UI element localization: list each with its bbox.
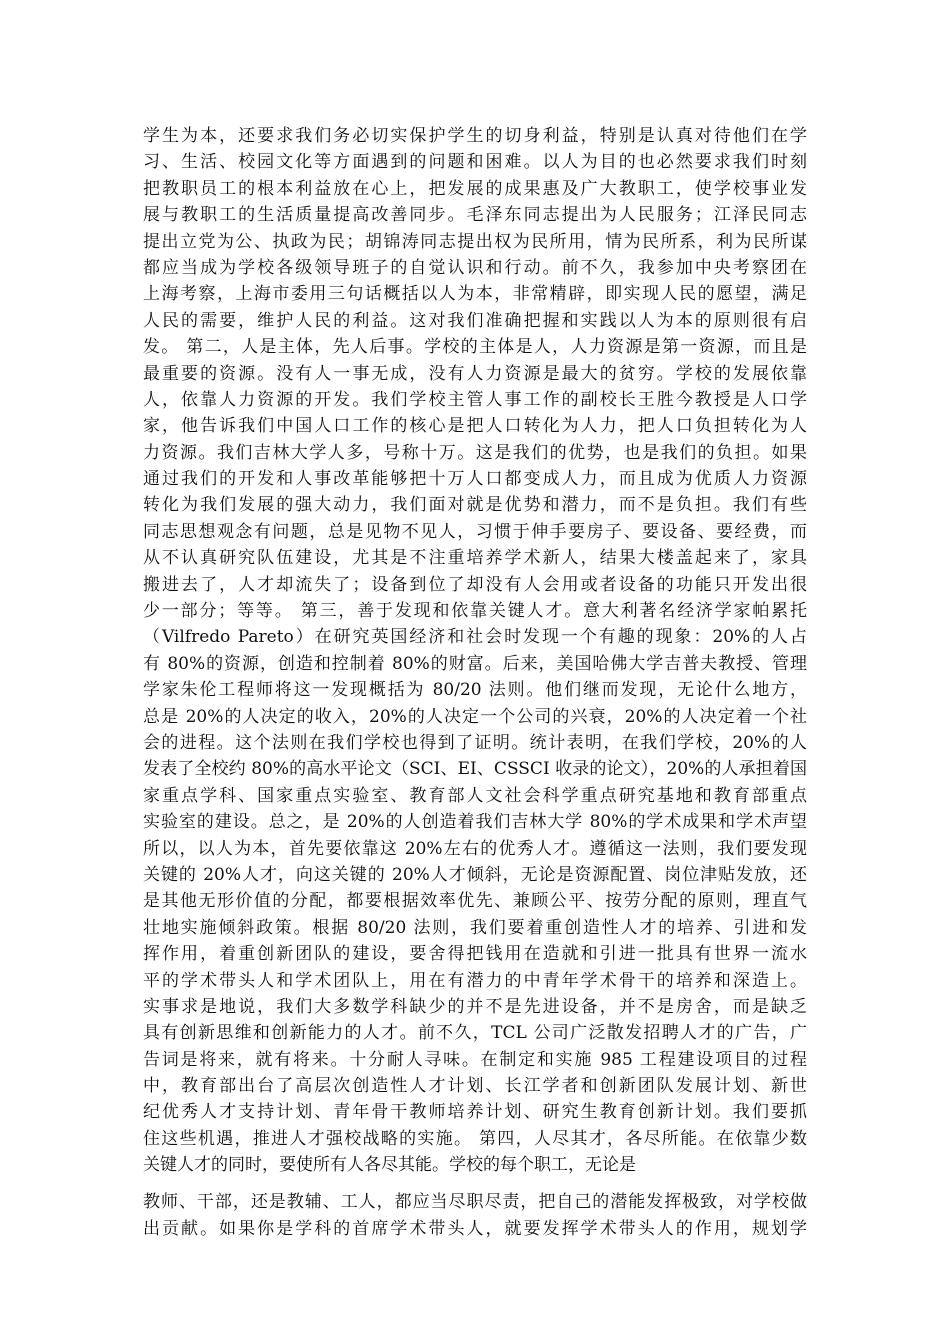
text-line: 人，依靠人力资源的开发。我们学校主管人事工作的副校长王胜今教授是人口学	[143, 389, 807, 410]
text-line: 实事求是地说，我们大多数学科缺少的并不是先进设备，并不是房舍，而是缺乏	[143, 996, 807, 1017]
text-line: 通过我们的开发和人事改革能够把十万人口都变成人力，而且成为优质人力资源	[143, 469, 807, 490]
text-line: 发表了全校约 80%的高水平论文（SCI、EI、CSSCI 收录的论文），20%的人承担着国	[143, 759, 807, 780]
text-line: 关键的 20%人才，向这关键的 20%人才倾斜，无论是资源配置、岗位津贴发放，还	[143, 864, 807, 885]
text-line: 从不认真研究队伍建设，尤其是不注重培养学术新人，结果大楼盖起来了，家具	[143, 548, 807, 569]
text-line: 教师、干部，还是教辅、工人，都应当尽职尽责，把自己的潜能发挥极致，对学校做	[143, 1192, 807, 1212]
text-line: 告词是将来，就有将来。十分耐人寻味。在制定和实施 985 工程建设项目的过程	[143, 1049, 807, 1070]
text-line: 是其他无形价值的分配，都要根据效率优先、兼顾公平、按劳分配的原则，理直气	[143, 891, 807, 912]
text-line: （Vilfredo Pareto）在研究英国经济和社会时发现一个有趣的现象：20%的人占	[143, 627, 807, 648]
text-line: 总是 20%的人决定的收入，20%的人决定一个公司的兴衰，20%的人决定着一个社	[143, 706, 807, 727]
text-line: 住这些机遇，推进人才强校战略的实施。 第四，人尽其才，各尽所能。在依靠少数	[143, 1128, 807, 1149]
text-line: 发。 第二，人是主体，先人后事。学校的主体是人，人力资源是第一资源，而且是	[143, 337, 807, 358]
text-line: 提出立党为公、执政为民；胡锦涛同志提出权为民所用，情为民所系，利为民所谋	[143, 231, 807, 252]
text-line: 学家朱伦工程师将这一发现概括为 80/20 法则。他们继而发现，无论什么地方，	[143, 680, 807, 701]
text-line: 具有创新思维和创新能力的人才。前不久，TCL 公司广泛散发招聘人才的广告，广	[143, 1023, 807, 1044]
text-line: 力资源。我们吉林大学人多，号称十万。这是我们的优势，也是我们的负担。如果	[143, 442, 807, 463]
text-line: 都应当成为学校各级领导班子的自觉认识和行动。前不久，我参加中央考察团在	[143, 257, 807, 278]
text-line: 上海考察，上海市委用三句话概括以人为本，非常精辟，即实现人民的愿望，满足	[143, 284, 807, 305]
text-line: 最重要的资源。没有人一事无成，没有人力资源是最大的贫穷。学校的发展依靠	[143, 363, 807, 384]
text-line: 把教职员工的根本利益放在心上，把发展的成果惠及广大教职工，使学校事业发	[143, 178, 807, 199]
text-line: 会的进程。这个法则在我们学校也得到了证明。统计表明，在我们学校，20%的人	[143, 732, 807, 753]
text-line: 少一部分；等等。 第三，善于发现和依靠关键人才。意大利著名经济学家帕累托	[143, 601, 807, 622]
text-line: 同志思想观念有问题，总是见物不见人，习惯于伸手要房子、要设备、要经费，而	[143, 521, 807, 542]
text-line: 壮地实施倾斜政策。根据 80/20 法则，我们要着重创造性人才的培养、引进和发	[143, 917, 807, 938]
text-line: 关键人才的同时，要使所有人各尽其能。学校的每个职工，无论是	[143, 1155, 636, 1176]
text-line: 挥作用，着重创新团队的建设，要舍得把钱用在造就和引进一批具有世界一流水	[143, 944, 807, 965]
text-line: 有 80%的资源，创造和控制着 80%的财富。后来，美国哈佛大学吉普夫教授、管理	[143, 653, 807, 674]
text-line: 展与教职工的生活质量提高改善同步。毛泽东同志提出为人民服务；江泽民同志	[143, 205, 807, 226]
text-line: 出贡献。如果你是学科的首席学术带头人，就要发挥学术带头人的作用，规划学	[143, 1219, 807, 1239]
text-line: 人民的需要，维护人民的利益。这对我们准确把握和实践以人为本的原则很有启	[143, 310, 807, 331]
text-line: 纪优秀人才支持计划、青年骨干教师培养计划、研究生教育创新计划。我们要抓	[143, 1102, 807, 1123]
text-line: 学生为本，还要求我们务必切实保护学生的切身利益，特别是认真对待他们在学	[143, 126, 807, 146]
text-line: 搬进去了，人才却流失了；设备到位了却没有人会用或者设备的功能只开发出很	[143, 574, 807, 595]
text-line: 所以，以人为本，首先要依靠这 20%左右的优秀人才。遵循这一法则，我们要发现	[143, 838, 807, 859]
main-text-block	[143, 123, 807, 1179]
text-line: 转化为我们发展的强大动力，我们面对就是优势和潜力，而不是负担。我们有些	[143, 495, 807, 516]
continuation-text-block	[143, 1189, 807, 1243]
text-line: 实验室的建设。总之，是 20%的人创造着我们吉林大学 80%的学术成果和学术声望	[143, 812, 807, 833]
text-line: 习、生活、校园文化等方面遇到的问题和困难。以人为目的也必然要求我们时刻	[143, 152, 807, 173]
text-line: 平的学术带头人和学术团队上，用在有潜力的中青年学术骨干的培养和深造上。	[143, 970, 807, 991]
text-line: 家，他告诉我们中国人口工作的核心是把人口转化为人力，把人口负担转化为人	[143, 416, 807, 437]
text-line: 家重点学科、国家重点实验室、教育部人文社会科学重点研究基地和教育部重点	[143, 785, 807, 806]
text-line: 中，教育部出台了高层次创造性人才计划、长江学者和创新团队发展计划、新世	[143, 1076, 807, 1097]
